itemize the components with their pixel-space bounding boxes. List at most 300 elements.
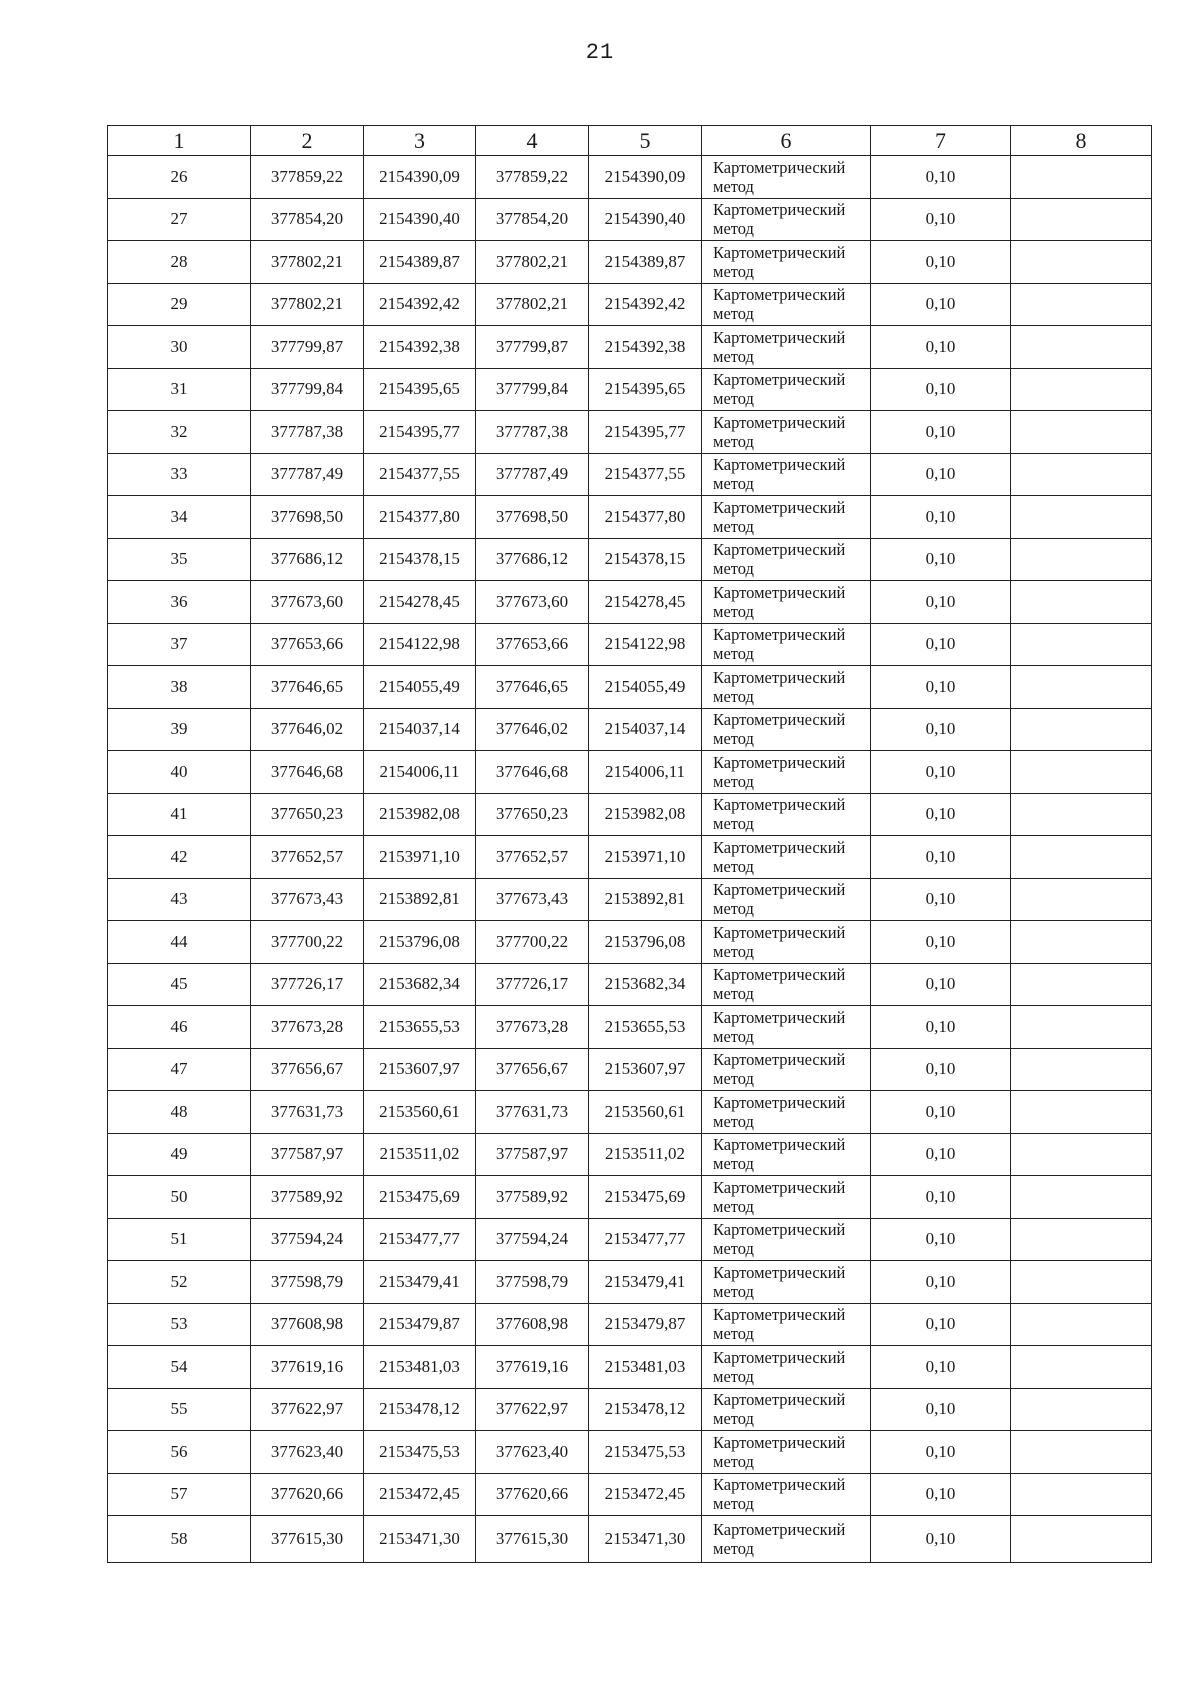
method-line-2: метод	[713, 219, 754, 239]
accuracy-cell: 0,10	[871, 1218, 1011, 1261]
y-cell: 2154378,15	[364, 538, 476, 581]
x-cell: 377608,98	[251, 1303, 364, 1346]
method-line-2: метод	[713, 389, 754, 409]
header-cell: 7	[871, 126, 1011, 156]
point-number-cell: 33	[108, 453, 251, 496]
method-cell	[702, 793, 871, 836]
accuracy-cell: 0,10	[871, 878, 1011, 921]
point-number-cell: 37	[108, 623, 251, 666]
method-line-1: Картометрический	[713, 200, 846, 220]
accuracy-cell: 0,10	[871, 1048, 1011, 1091]
x2-cell: 377631,73	[476, 1091, 589, 1134]
y2-cell: 2154390,40	[589, 198, 702, 241]
x2-cell: 377594,24	[476, 1218, 589, 1261]
method-cell	[702, 1006, 871, 1049]
point-number-cell: 45	[108, 963, 251, 1006]
point-number-cell: 30	[108, 326, 251, 369]
accuracy-cell: 0,10	[871, 1346, 1011, 1389]
method-line-2: метод	[713, 601, 754, 621]
method-line-1: Картометрический	[713, 1262, 846, 1282]
y2-cell: 2154392,38	[589, 326, 702, 369]
y-cell: 2153655,53	[364, 1006, 476, 1049]
x-cell: 377802,21	[251, 283, 364, 326]
method-line-2: метод	[713, 304, 754, 324]
method-line-2: метод	[713, 1366, 754, 1386]
y-cell: 2153478,12	[364, 1388, 476, 1431]
y2-cell: 2153607,97	[589, 1048, 702, 1091]
y-cell: 2154395,65	[364, 368, 476, 411]
method-line-2: метод	[713, 1196, 754, 1216]
method-line-1: Картометрический	[713, 1050, 846, 1070]
table-header-row	[108, 126, 1152, 156]
notes-cell	[1011, 581, 1152, 624]
x-cell: 377646,02	[251, 708, 364, 751]
y-cell: 2154389,87	[364, 241, 476, 284]
point-number-cell: 29	[108, 283, 251, 326]
notes-cell	[1011, 1048, 1152, 1091]
method-line-2: метод	[713, 686, 754, 706]
point-number-cell: 44	[108, 921, 251, 964]
method-cell	[702, 453, 871, 496]
y2-cell: 2154037,14	[589, 708, 702, 751]
y2-cell: 2153479,87	[589, 1303, 702, 1346]
y-cell: 2153971,10	[364, 836, 476, 879]
method-line-1: Картометрический	[713, 1520, 846, 1539]
y2-cell: 2154377,55	[589, 453, 702, 496]
x-cell: 377646,65	[251, 666, 364, 709]
point-number-cell: 32	[108, 411, 251, 454]
accuracy-cell: 0,10	[871, 666, 1011, 709]
notes-cell	[1011, 1516, 1152, 1563]
method-line-1: Картометрический	[713, 1092, 846, 1112]
x2-cell: 377623,40	[476, 1431, 589, 1474]
method-line-2: метод	[713, 431, 754, 451]
method-cell	[702, 326, 871, 369]
notes-cell	[1011, 878, 1152, 921]
notes-cell	[1011, 1133, 1152, 1176]
method-line-2: метод	[713, 1111, 754, 1131]
method-cell	[702, 1516, 871, 1563]
method-line-2: метод	[713, 1026, 754, 1046]
method-cell	[702, 1176, 871, 1219]
table-body	[108, 156, 1152, 1563]
method-line-2: метод	[713, 176, 754, 196]
x-cell: 377673,43	[251, 878, 364, 921]
method-line-2: метод	[713, 474, 754, 494]
y-cell: 2154395,77	[364, 411, 476, 454]
point-number-cell: 27	[108, 198, 251, 241]
method-cell	[702, 1091, 871, 1134]
y2-cell: 2154392,42	[589, 283, 702, 326]
x-cell: 377799,84	[251, 368, 364, 411]
method-line-2: метод	[713, 1281, 754, 1301]
point-number-cell: 50	[108, 1176, 251, 1219]
method-line-1: Картометрический	[713, 880, 846, 900]
method-cell	[702, 1473, 871, 1516]
x2-cell: 377656,67	[476, 1048, 589, 1091]
method-line-2: метод	[713, 729, 754, 749]
table-row	[108, 1133, 1152, 1176]
method-line-2: метод	[713, 516, 754, 536]
method-line-2: метод	[713, 856, 754, 876]
x-cell: 377594,24	[251, 1218, 364, 1261]
method-line-2: метод	[713, 261, 754, 281]
header-cell: 6	[702, 126, 871, 156]
point-number-cell: 52	[108, 1261, 251, 1304]
point-number-cell: 43	[108, 878, 251, 921]
accuracy-cell: 0,10	[871, 198, 1011, 241]
y-cell: 2154122,98	[364, 623, 476, 666]
header-cell: 5	[589, 126, 702, 156]
y-cell: 2154055,49	[364, 666, 476, 709]
method-cell	[702, 1133, 871, 1176]
method-line-1: Картометрический	[713, 667, 846, 687]
header-cell: 2	[251, 126, 364, 156]
x-cell: 377656,67	[251, 1048, 364, 1091]
x-cell: 377620,66	[251, 1473, 364, 1516]
notes-cell	[1011, 453, 1152, 496]
y-cell: 2153472,45	[364, 1473, 476, 1516]
x2-cell: 377859,22	[476, 156, 589, 199]
accuracy-cell: 0,10	[871, 156, 1011, 199]
notes-cell	[1011, 836, 1152, 879]
x-cell: 377673,28	[251, 1006, 364, 1049]
y-cell: 2153481,03	[364, 1346, 476, 1389]
point-number-cell: 36	[108, 581, 251, 624]
method-line-1: Картометрический	[713, 1305, 846, 1325]
notes-cell	[1011, 411, 1152, 454]
y-cell: 2153475,53	[364, 1431, 476, 1474]
point-number-cell: 41	[108, 793, 251, 836]
point-number-cell: 42	[108, 836, 251, 879]
point-number-cell: 54	[108, 1346, 251, 1389]
table-row	[108, 1261, 1152, 1304]
accuracy-cell: 0,10	[871, 411, 1011, 454]
y2-cell: 2154006,11	[589, 751, 702, 794]
accuracy-cell: 0,10	[871, 751, 1011, 794]
table-row	[108, 1218, 1152, 1261]
method-cell	[702, 623, 871, 666]
point-number-cell: 56	[108, 1431, 251, 1474]
x-cell: 377589,92	[251, 1176, 364, 1219]
accuracy-cell: 0,10	[871, 581, 1011, 624]
table-row	[108, 1176, 1152, 1219]
table-row	[108, 156, 1152, 199]
y-cell: 2154377,80	[364, 496, 476, 539]
x2-cell: 377589,92	[476, 1176, 589, 1219]
page-number: 21	[585, 40, 615, 65]
x-cell: 377859,22	[251, 156, 364, 199]
x2-cell: 377653,66	[476, 623, 589, 666]
table-row	[108, 411, 1152, 454]
y2-cell: 2153682,34	[589, 963, 702, 1006]
x-cell: 377646,68	[251, 751, 364, 794]
x-cell: 377631,73	[251, 1091, 364, 1134]
method-cell	[702, 411, 871, 454]
x-cell: 377787,49	[251, 453, 364, 496]
method-line-2: метод	[713, 771, 754, 791]
header-cell: 4	[476, 126, 589, 156]
x2-cell: 377787,38	[476, 411, 589, 454]
coordinates-table	[107, 125, 1152, 1563]
header-cell: 3	[364, 126, 476, 156]
notes-cell	[1011, 751, 1152, 794]
table-row	[108, 963, 1152, 1006]
notes-cell	[1011, 1346, 1152, 1389]
accuracy-cell: 0,10	[871, 793, 1011, 836]
table-row	[108, 708, 1152, 751]
notes-cell	[1011, 198, 1152, 241]
table-row	[108, 1048, 1152, 1091]
y-cell: 2154377,55	[364, 453, 476, 496]
y2-cell: 2154377,80	[589, 496, 702, 539]
x2-cell: 377615,30	[476, 1516, 589, 1563]
method-line-1: Картометрический	[713, 540, 846, 560]
y-cell: 2153892,81	[364, 878, 476, 921]
notes-cell	[1011, 963, 1152, 1006]
method-line-1: Картометрический	[713, 1220, 846, 1240]
point-number-cell: 26	[108, 156, 251, 199]
method-cell	[702, 198, 871, 241]
x2-cell: 377854,20	[476, 198, 589, 241]
y2-cell: 2153560,61	[589, 1091, 702, 1134]
method-cell	[702, 836, 871, 879]
method-cell	[702, 1431, 871, 1474]
y2-cell: 2154390,09	[589, 156, 702, 199]
table-row	[108, 368, 1152, 411]
notes-cell	[1011, 1218, 1152, 1261]
method-cell	[702, 878, 871, 921]
accuracy-cell: 0,10	[871, 538, 1011, 581]
method-line-1: Картометрический	[713, 625, 846, 645]
x2-cell: 377700,22	[476, 921, 589, 964]
method-line-2: метод	[713, 1451, 754, 1471]
table-row	[108, 836, 1152, 879]
accuracy-cell: 0,10	[871, 1473, 1011, 1516]
y2-cell: 2153475,69	[589, 1176, 702, 1219]
point-number-cell: 51	[108, 1218, 251, 1261]
method-line-1: Картометрический	[713, 157, 846, 177]
x-cell: 377686,12	[251, 538, 364, 581]
method-line-1: Картометрический	[713, 1390, 846, 1410]
point-number-cell: 48	[108, 1091, 251, 1134]
method-cell	[702, 708, 871, 751]
x2-cell: 377673,28	[476, 1006, 589, 1049]
method-line-2: метод	[713, 346, 754, 366]
method-line-2: метод	[713, 644, 754, 664]
table-row	[108, 326, 1152, 369]
x-cell: 377650,23	[251, 793, 364, 836]
y2-cell: 2153655,53	[589, 1006, 702, 1049]
notes-cell	[1011, 1388, 1152, 1431]
y-cell: 2154390,40	[364, 198, 476, 241]
method-line-1: Картометрический	[713, 242, 846, 262]
method-line-1: Картометрический	[713, 922, 846, 942]
y-cell: 2153560,61	[364, 1091, 476, 1134]
table-row	[108, 1091, 1152, 1134]
y-cell: 2154392,38	[364, 326, 476, 369]
table-row	[108, 623, 1152, 666]
method-cell	[702, 581, 871, 624]
point-number-cell: 39	[108, 708, 251, 751]
y2-cell: 2153796,08	[589, 921, 702, 964]
method-line-1: Картометрический	[713, 795, 846, 815]
notes-cell	[1011, 368, 1152, 411]
x2-cell: 377650,23	[476, 793, 589, 836]
x2-cell: 377622,97	[476, 1388, 589, 1431]
y2-cell: 2154278,45	[589, 581, 702, 624]
y2-cell: 2154395,65	[589, 368, 702, 411]
y2-cell: 2153479,41	[589, 1261, 702, 1304]
y2-cell: 2153477,77	[589, 1218, 702, 1261]
accuracy-cell: 0,10	[871, 453, 1011, 496]
x-cell: 377622,97	[251, 1388, 364, 1431]
method-cell	[702, 666, 871, 709]
accuracy-cell: 0,10	[871, 326, 1011, 369]
method-line-2: метод	[713, 1539, 754, 1558]
method-cell	[702, 921, 871, 964]
method-line-2: метод	[713, 814, 754, 834]
method-line-1: Картометрический	[713, 412, 846, 432]
method-line-1: Картометрический	[713, 370, 846, 390]
x2-cell: 377787,49	[476, 453, 589, 496]
y-cell: 2154006,11	[364, 751, 476, 794]
method-line-2: метод	[713, 1239, 754, 1259]
x2-cell: 377686,12	[476, 538, 589, 581]
table-row	[108, 1346, 1152, 1389]
y2-cell: 2153481,03	[589, 1346, 702, 1389]
method-line-2: метод	[713, 1409, 754, 1429]
notes-cell	[1011, 666, 1152, 709]
point-number-cell: 35	[108, 538, 251, 581]
notes-cell	[1011, 496, 1152, 539]
table-row	[108, 581, 1152, 624]
x-cell: 377673,60	[251, 581, 364, 624]
x2-cell: 377620,66	[476, 1473, 589, 1516]
point-number-cell: 40	[108, 751, 251, 794]
accuracy-cell: 0,10	[871, 623, 1011, 666]
y-cell: 2153475,69	[364, 1176, 476, 1219]
method-line-1: Картометрический	[713, 1347, 846, 1367]
method-cell	[702, 283, 871, 326]
method-line-1: Картометрический	[713, 752, 846, 772]
point-number-cell: 38	[108, 666, 251, 709]
method-line-1: Картометрический	[713, 1475, 846, 1495]
table-row	[108, 538, 1152, 581]
accuracy-cell: 0,10	[871, 1303, 1011, 1346]
method-line-1: Картометрический	[713, 1177, 846, 1197]
method-cell	[702, 1388, 871, 1431]
method-line-1: Картометрический	[713, 497, 846, 517]
x-cell: 377700,22	[251, 921, 364, 964]
method-line-1: Картометрический	[713, 582, 846, 602]
point-number-cell: 31	[108, 368, 251, 411]
method-line-1: Картометрический	[713, 1135, 846, 1155]
method-line-2: метод	[713, 1069, 754, 1089]
x2-cell: 377652,57	[476, 836, 589, 879]
notes-cell	[1011, 1091, 1152, 1134]
accuracy-cell: 0,10	[871, 921, 1011, 964]
y2-cell: 2153475,53	[589, 1431, 702, 1474]
accuracy-cell: 0,10	[871, 283, 1011, 326]
method-line-2: метод	[713, 559, 754, 579]
method-line-1: Картометрический	[713, 327, 846, 347]
method-cell	[702, 1346, 871, 1389]
table-row	[108, 241, 1152, 284]
x2-cell: 377673,43	[476, 878, 589, 921]
x-cell: 377787,38	[251, 411, 364, 454]
x-cell: 377653,66	[251, 623, 364, 666]
x2-cell: 377802,21	[476, 241, 589, 284]
point-number-cell: 57	[108, 1473, 251, 1516]
header-cell: 8	[1011, 126, 1152, 156]
x-cell: 377854,20	[251, 198, 364, 241]
accuracy-cell: 0,10	[871, 708, 1011, 751]
table-row	[108, 283, 1152, 326]
method-cell	[702, 1218, 871, 1261]
table-row	[108, 1516, 1152, 1563]
header-cell: 1	[108, 126, 251, 156]
method-line-1: Картометрический	[713, 285, 846, 305]
x2-cell: 377608,98	[476, 1303, 589, 1346]
y-cell: 2154278,45	[364, 581, 476, 624]
y-cell: 2154037,14	[364, 708, 476, 751]
y2-cell: 2154122,98	[589, 623, 702, 666]
accuracy-cell: 0,10	[871, 1431, 1011, 1474]
point-number-cell: 47	[108, 1048, 251, 1091]
x-cell: 377802,21	[251, 241, 364, 284]
x-cell: 377587,97	[251, 1133, 364, 1176]
x-cell: 377799,87	[251, 326, 364, 369]
x-cell: 377652,57	[251, 836, 364, 879]
point-number-cell: 28	[108, 241, 251, 284]
accuracy-cell: 0,10	[871, 836, 1011, 879]
x2-cell: 377726,17	[476, 963, 589, 1006]
notes-cell	[1011, 1006, 1152, 1049]
y2-cell: 2154378,15	[589, 538, 702, 581]
x-cell: 377623,40	[251, 1431, 364, 1474]
y-cell: 2153682,34	[364, 963, 476, 1006]
x2-cell: 377799,87	[476, 326, 589, 369]
y2-cell: 2153471,30	[589, 1516, 702, 1563]
accuracy-cell: 0,10	[871, 1388, 1011, 1431]
point-number-cell: 53	[108, 1303, 251, 1346]
method-cell	[702, 156, 871, 199]
notes-cell	[1011, 1261, 1152, 1304]
method-cell	[702, 751, 871, 794]
method-cell	[702, 1303, 871, 1346]
y-cell: 2153511,02	[364, 1133, 476, 1176]
y-cell: 2153471,30	[364, 1516, 476, 1563]
table-row	[108, 1303, 1152, 1346]
y2-cell: 2153892,81	[589, 878, 702, 921]
accuracy-cell: 0,10	[871, 241, 1011, 284]
y2-cell: 2153511,02	[589, 1133, 702, 1176]
notes-cell	[1011, 708, 1152, 751]
table-row	[108, 793, 1152, 836]
x2-cell: 377646,68	[476, 751, 589, 794]
y-cell: 2154390,09	[364, 156, 476, 199]
accuracy-cell: 0,10	[871, 1176, 1011, 1219]
accuracy-cell: 0,10	[871, 963, 1011, 1006]
method-line-1: Картометрический	[713, 1007, 846, 1027]
accuracy-cell: 0,10	[871, 1091, 1011, 1134]
table-row	[108, 1388, 1152, 1431]
x-cell: 377615,30	[251, 1516, 364, 1563]
point-number-cell: 46	[108, 1006, 251, 1049]
notes-cell	[1011, 793, 1152, 836]
method-line-2: метод	[713, 984, 754, 1004]
